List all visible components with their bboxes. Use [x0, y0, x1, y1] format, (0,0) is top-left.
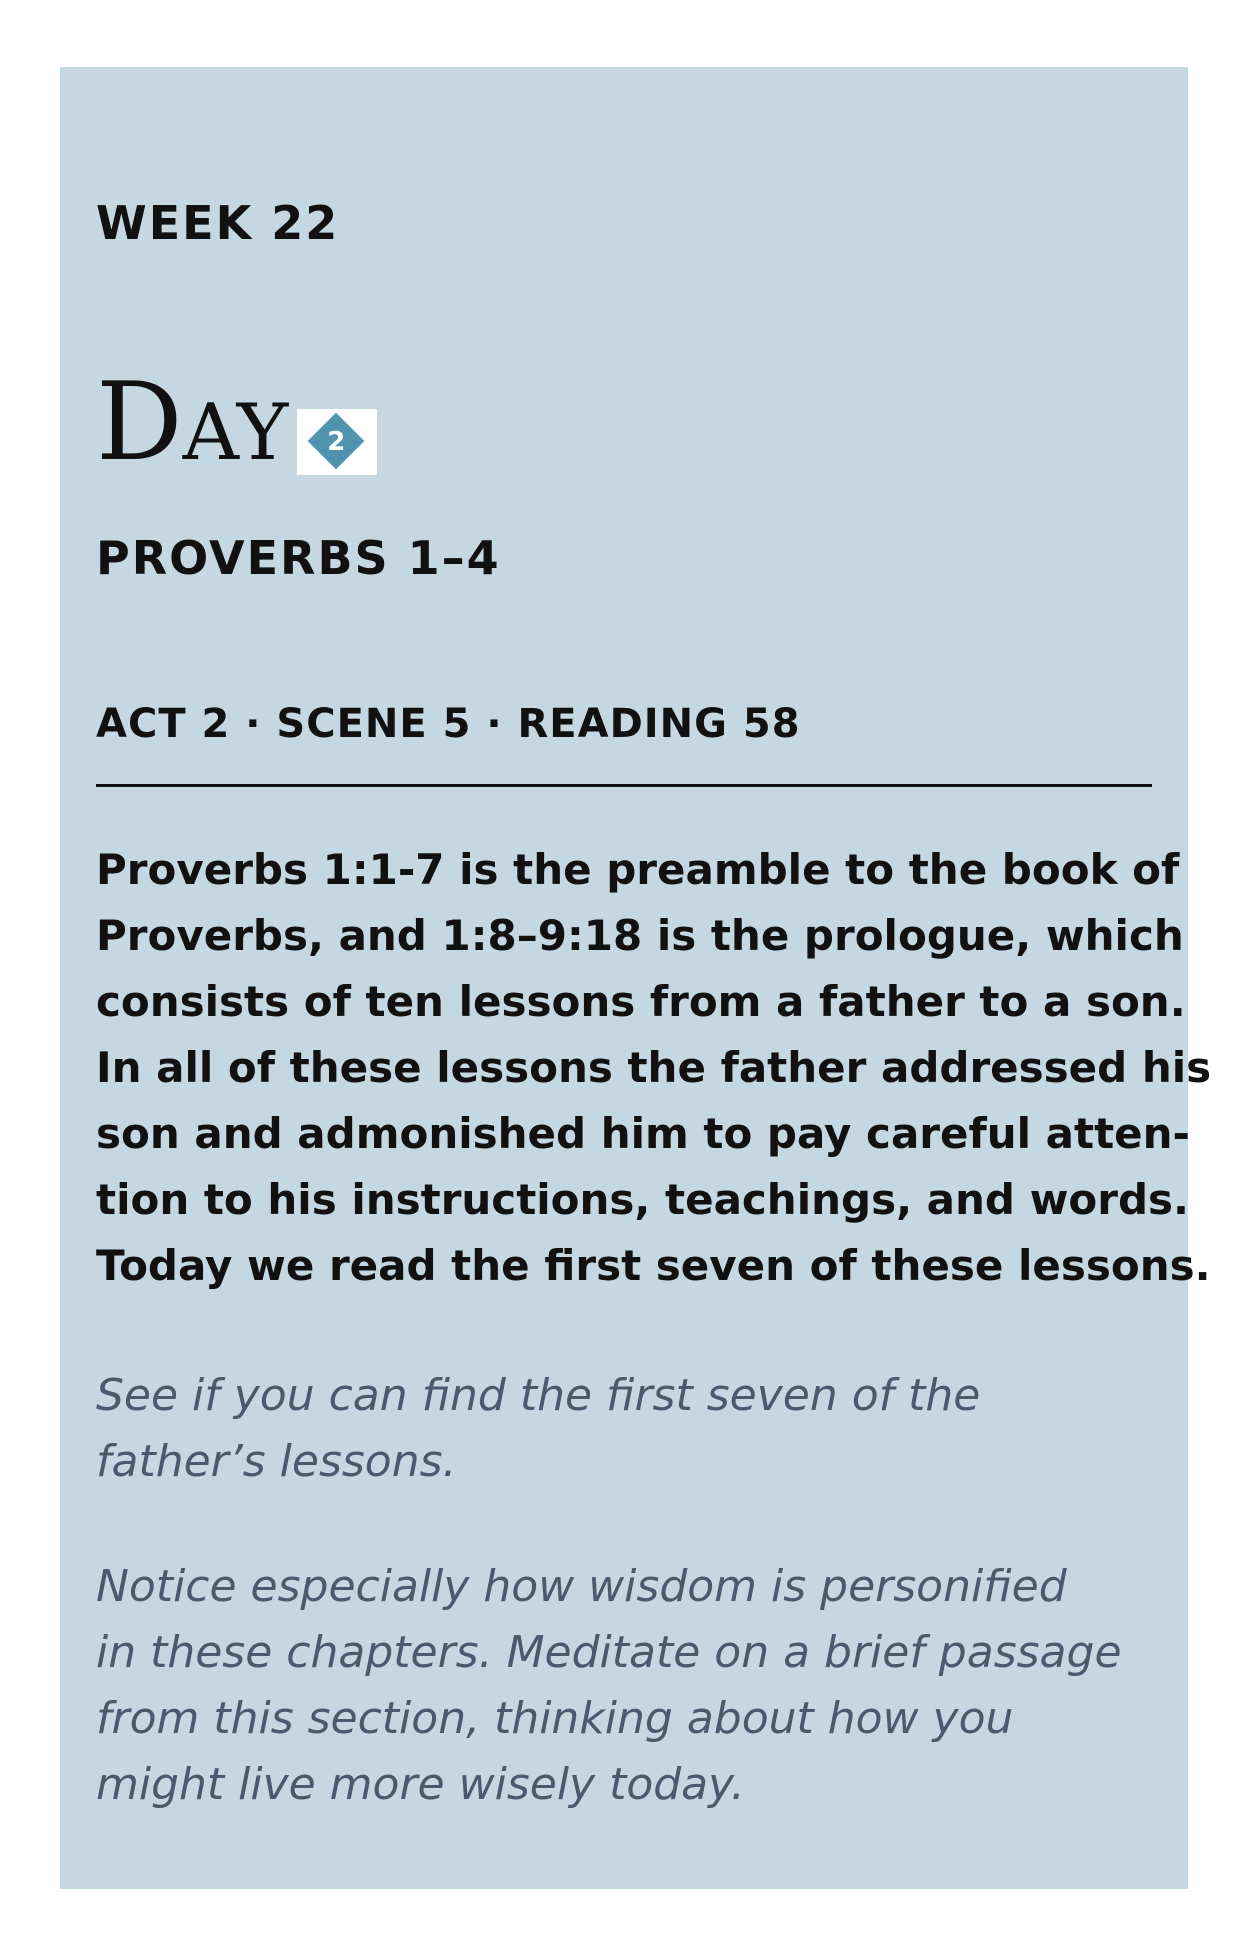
reading-subtitle: ACT 2 · SCENE 5 · READING 58 [96, 701, 801, 747]
day-title [96, 360, 290, 485]
prompt-line: See if you can find the first seven of the [96, 1370, 981, 1421]
reading-title: PROVERBS 1–4 [96, 531, 501, 585]
reading-card [60, 67, 1212, 1889]
intro-line: tion to his instructions, teachings, and words. [96, 1175, 1189, 1224]
divider [96, 784, 1152, 787]
intro-line: son and admonished him to pay careful atten- [96, 1109, 1190, 1158]
reflection-prompt [96, 1363, 1152, 1495]
intro-paragraph [96, 837, 1212, 1299]
intro-line: Proverbs 1:1-7 is the preamble to the book of [96, 845, 1180, 894]
reflection-prompt [96, 1554, 1152, 1818]
intro-line: Proverbs, and 1:8–9:18 is the prologue, which [96, 911, 1184, 960]
prompt-line: might live more wisely today. [96, 1759, 745, 1810]
day-title-initial: D [96, 360, 183, 485]
prompt-line: Notice especially how wisdom is personified [96, 1561, 1067, 1612]
day-number: 2 [327, 427, 346, 457]
prompt-line: in these chapters. Meditate on a brief passage [96, 1627, 1122, 1678]
intro-line: consists of ten lessons from a father to a son. [96, 977, 1186, 1026]
day-number-badge [297, 409, 377, 475]
prompt-line: father’s lessons. [96, 1436, 457, 1487]
prompt-line: from this section, thinking about how you [96, 1693, 1014, 1744]
day-title-rest: AY [182, 388, 290, 478]
week-label: WEEK 22 [96, 196, 340, 250]
day-heading [96, 357, 377, 485]
intro-line: Today we read the first seven of these lessons. [96, 1241, 1211, 1290]
intro-line: In all of these lessons the father addressed his [96, 1043, 1212, 1092]
